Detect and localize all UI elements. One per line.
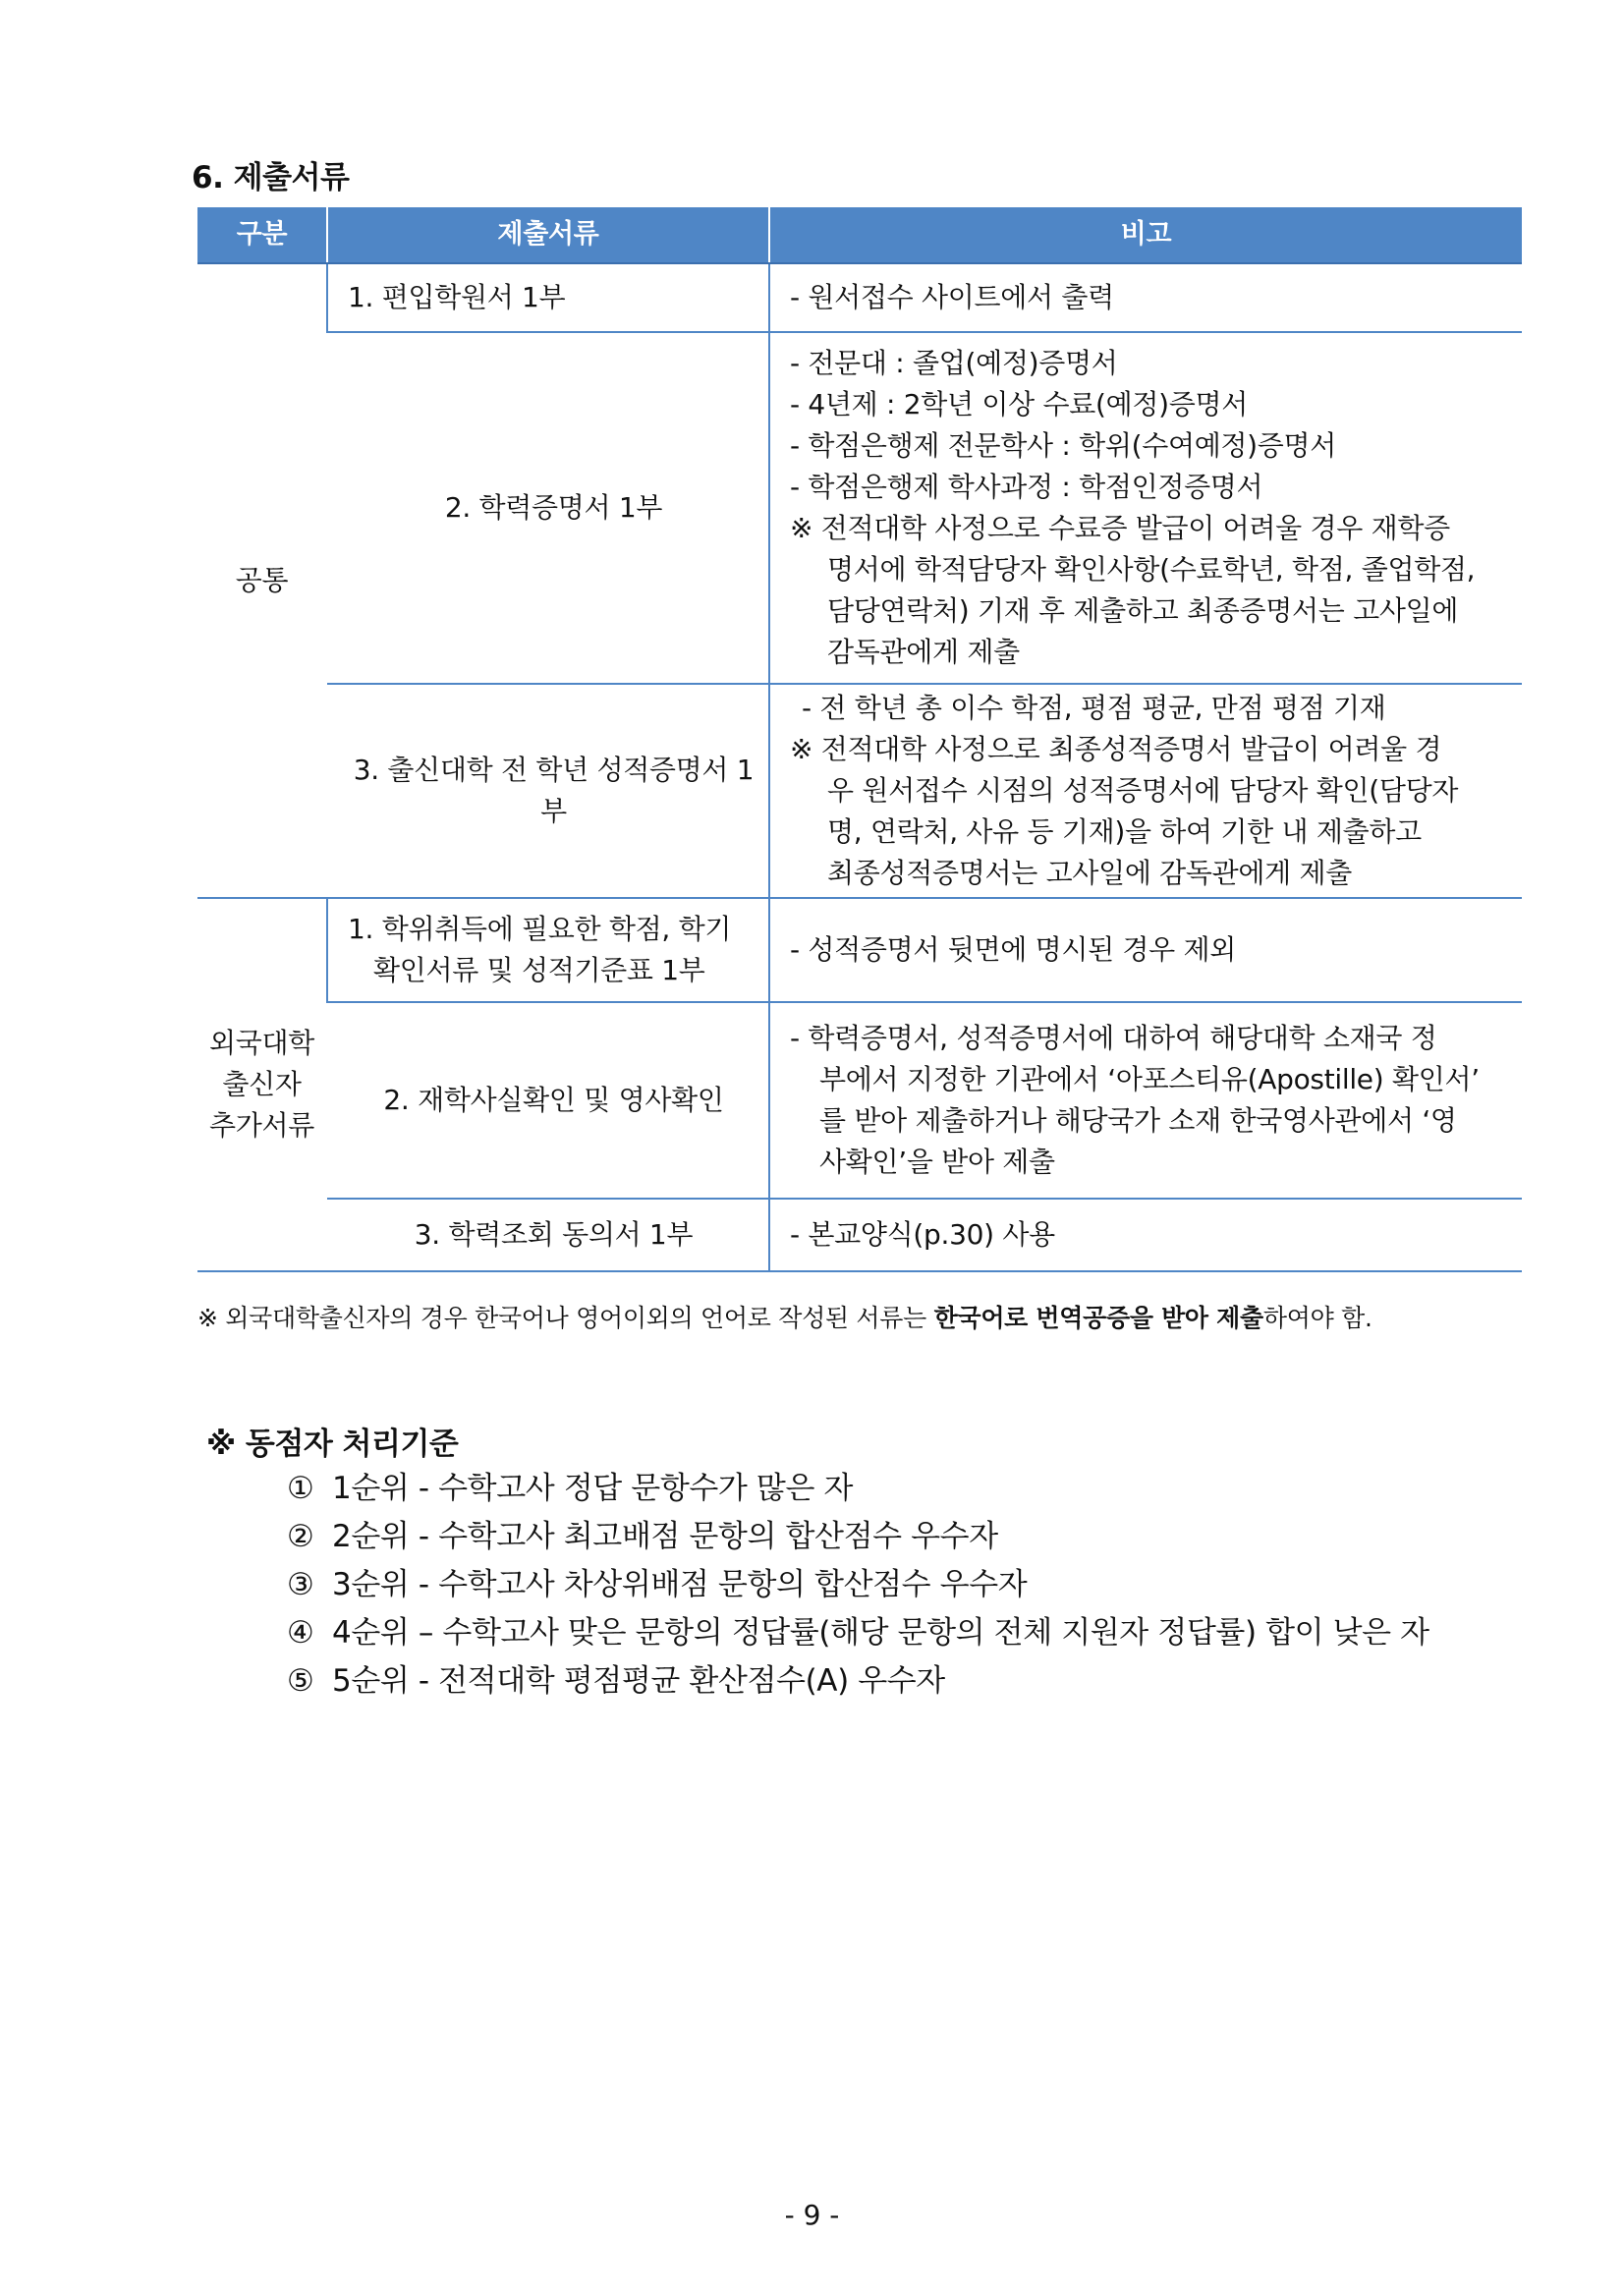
document-name: 3. 출신대학 전 학년 성적증명서 1부 <box>353 754 755 827</box>
remark-line: - 전문대 : 졸업(예정)증명서 <box>790 347 1118 379</box>
list-item <box>287 1465 1429 1513</box>
category-common: 공통 <box>197 263 327 898</box>
remark-line: - 원서접수 사이트에서 출력 <box>790 281 1114 313</box>
document-name: 3. 학력조회 동의서 1부 <box>414 1218 694 1251</box>
table-row <box>197 684 1522 898</box>
list-item <box>287 1657 1429 1706</box>
circled-number: ① <box>287 1471 314 1506</box>
circled-number: ⑤ <box>287 1663 314 1699</box>
remark-line: 최종성적증명서는 고사일에 감독관에게 제출 <box>827 857 1353 889</box>
document-cell <box>327 1199 769 1271</box>
document-name: 2. 재학사실확인 및 영사확인 <box>383 1084 724 1116</box>
remarks-cell <box>769 263 1522 332</box>
document-name: 2. 학력증명서 1부 <box>444 491 663 524</box>
remark-line: - 본교양식(p.30) 사용 <box>790 1218 1055 1251</box>
document-name: 확인서류 및 성적기준표 1부 <box>373 954 705 986</box>
remark-line: - 학력증명서, 성적증명서에 대하여 해당대학 소재국 정 <box>790 1022 1437 1054</box>
footnote-text: ※ 외국대학출신자의 경우 한국어나 영어이외의 언어로 작성된 서류는 <box>197 1304 934 1332</box>
tie-break-rule: 2순위 - 수학고사 최고배점 문항의 합산점수 우수자 <box>332 1519 998 1554</box>
header-documents: 제출서류 <box>327 207 769 263</box>
list-item <box>287 1561 1429 1609</box>
tie-break-rule: 5순위 - 전적대학 평점평균 환산점수(A) 우수자 <box>332 1663 945 1699</box>
table-row <box>197 263 1522 332</box>
remarks-cell <box>769 332 1522 684</box>
document-cell <box>327 684 769 898</box>
remark-line: ※ 전적대학 사정으로 최종성적증명서 발급이 어려울 경 <box>790 733 1442 765</box>
table-header-row <box>197 207 1522 263</box>
remark-line: 담당연락처) 기재 후 제출하고 최종증명서는 고사일에 <box>827 594 1459 627</box>
remark-line: 명서에 학적담당자 확인사항(수료학년, 학점, 졸업학점, <box>827 553 1476 586</box>
remarks-cell <box>769 684 1522 898</box>
remark-line: 부에서 지정한 기관에서 ‘아포스티유(Apostille) 확인서’ <box>819 1063 1480 1095</box>
required-documents-table <box>197 207 1522 1272</box>
tie-break-rule: 4순위 – 수학고사 맞은 문항의 정답률(해당 문항의 전체 지원자 정답률) 합이 낮은 자 <box>332 1615 1429 1651</box>
remark-line: - 전 학년 총 이수 학점, 평점 평균, 만점 평점 기재 <box>802 692 1386 724</box>
document-cell <box>327 1002 769 1199</box>
document-name: 1. 학위취득에 필요한 학점, 학기 <box>348 913 732 945</box>
remark-line: 우 원서접수 시점의 성적증명서에 담당자 확인(담당자 <box>827 774 1459 807</box>
table-row <box>197 1002 1522 1199</box>
category-foreign <box>197 898 327 1271</box>
remark-line: 를 받아 제출하거나 해당국가 소재 한국영사관에서 ‘영 <box>819 1104 1457 1137</box>
tie-break-rule: 3순위 - 수학고사 차상위배점 문항의 합산점수 우수자 <box>332 1567 1028 1602</box>
tie-break-rule: 1순위 - 수학고사 정답 문항수가 많은 자 <box>332 1471 854 1506</box>
circled-number: ④ <box>287 1615 314 1651</box>
remark-line: - 학점은행제 학사과정 : 학점인정증명서 <box>790 471 1263 503</box>
remark-line: - 4년제 : 2학년 이상 수료(예정)증명서 <box>790 388 1248 420</box>
remarks-cell <box>769 1002 1522 1199</box>
footnote-text-end: 하여야 함. <box>1262 1304 1372 1332</box>
remarks-cell <box>769 1199 1522 1271</box>
table-row <box>197 898 1522 1002</box>
page-number: - 9 - <box>784 2199 840 2231</box>
table-row <box>197 1199 1522 1271</box>
document-cell <box>327 898 769 1002</box>
circled-number: ③ <box>287 1567 314 1602</box>
remark-line: - 성적증명서 뒷면에 명시된 경우 제외 <box>790 933 1237 966</box>
document-cell <box>327 263 769 332</box>
section-title: 6. 제출서류 <box>192 160 350 196</box>
list-item <box>287 1513 1429 1561</box>
footnote-emphasis: 한국어로 번역공증을 받아 제출 <box>933 1304 1263 1332</box>
tie-break-list <box>287 1465 1429 1706</box>
category-line: 출신자 <box>222 1068 302 1100</box>
header-category: 구분 <box>197 207 327 263</box>
tie-break-title: ※ 동점자 처리기준 <box>206 1427 459 1462</box>
remark-line: - 학점은행제 전문학사 : 학위(수여예정)증명서 <box>790 429 1337 462</box>
category-line: 외국대학 <box>209 1027 314 1059</box>
remark-line: ※ 전적대학 사정으로 수료증 발급이 어려울 경우 재학증 <box>790 512 1450 544</box>
list-item <box>287 1609 1429 1657</box>
remarks-cell <box>769 898 1522 1002</box>
circled-number: ② <box>287 1519 314 1554</box>
header-remarks: 비고 <box>769 207 1522 263</box>
category-line: 추가서류 <box>209 1109 314 1142</box>
document-name: 1. 편입학원서 1부 <box>348 281 566 313</box>
remark-line: 감독관에게 제출 <box>827 636 1020 668</box>
remark-line: 명, 연락처, 사유 등 기재)을 하여 기한 내 제출하고 <box>827 815 1422 848</box>
document-cell <box>327 332 769 684</box>
remark-line: 사확인’을 받아 제출 <box>819 1146 1055 1178</box>
translation-footnote <box>197 1299 1372 1334</box>
table-row <box>197 332 1522 684</box>
